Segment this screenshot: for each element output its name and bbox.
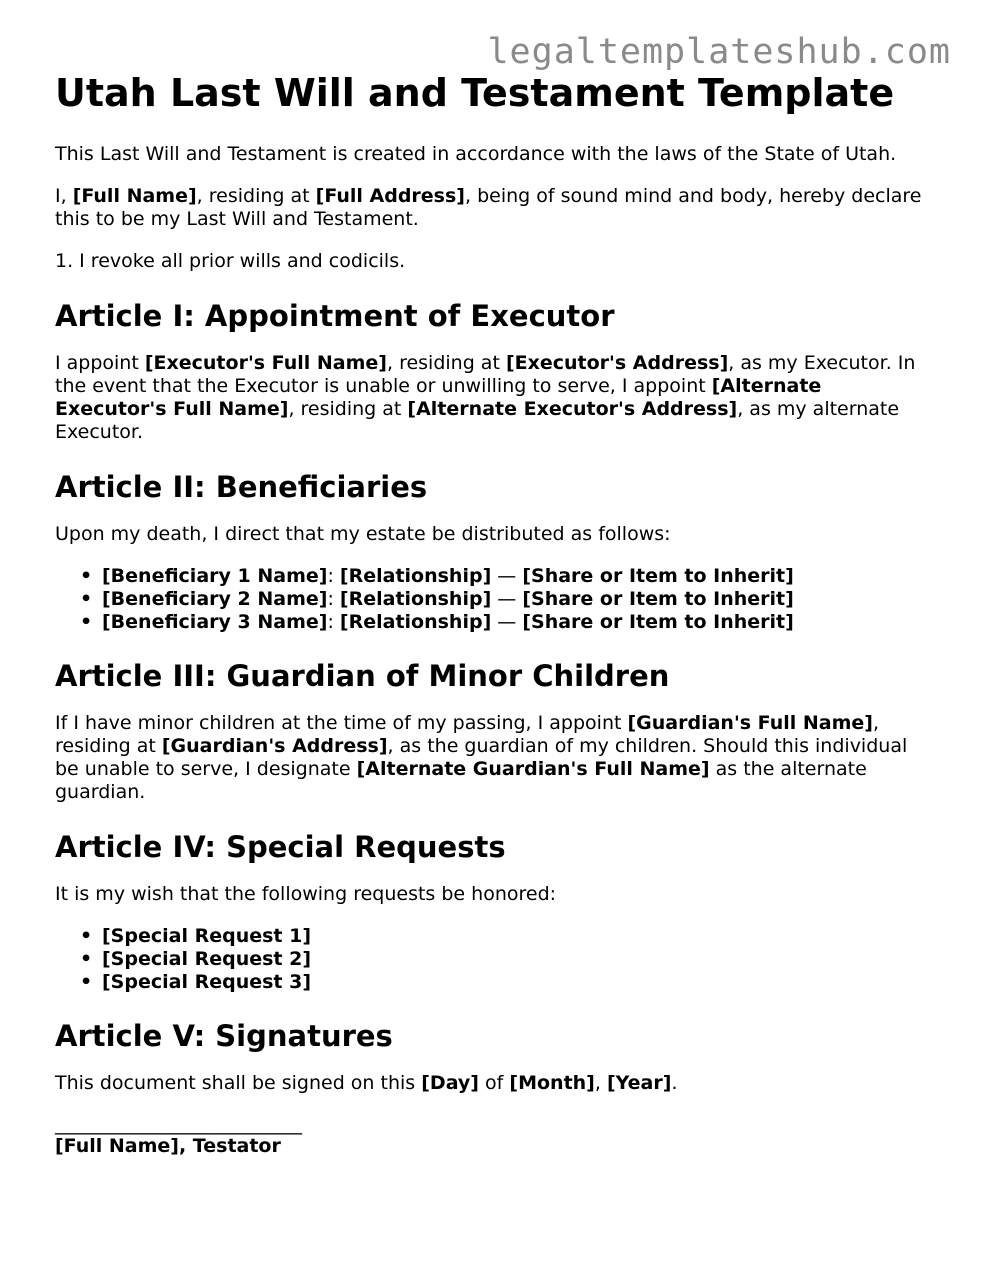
- document-title: Utah Last Will and Testament Template: [55, 71, 895, 115]
- article-2-heading: Article II: Beneficiaries: [55, 470, 428, 504]
- special-request-item: • [Special Request 2]: [102, 948, 935, 971]
- alternate-executor-name-placeholder: [Alternate Executor's Full Name]: [55, 375, 822, 420]
- document-body: [55, 70, 935, 1158]
- watermark: legaltemplateshub.com: [487, 32, 951, 72]
- executor-address-placeholder: [Executor's Address]: [505, 352, 729, 374]
- alternate-guardian-placeholder: [Alternate Guardian's Full Name]: [356, 758, 710, 780]
- full-name-placeholder: [Full Name]: [72, 185, 197, 207]
- beneficiary-list: [55, 565, 935, 634]
- month-placeholder: [Month]: [509, 1072, 595, 1094]
- special-request-list: [55, 925, 935, 994]
- testator-signature-name: [Full Name], Testator: [55, 1135, 281, 1157]
- guardian-address-placeholder: [Guardian's Address]: [161, 735, 388, 757]
- intro-paragraph: This Last Will and Testament is created in accordance with the laws of the State of Utah.: [55, 143, 897, 165]
- special-request-item: • [Special Request 1]: [102, 925, 935, 948]
- signing-date-text: This document shall be signed on this [Day] of [Month], [Year].: [55, 1072, 678, 1094]
- full-address-placeholder: [Full Address]: [315, 185, 465, 207]
- year-placeholder: [Year]: [606, 1072, 672, 1094]
- guardian-name-placeholder: [Guardian's Full Name]: [627, 712, 873, 734]
- article-5-heading: Article V: Signatures: [55, 1019, 393, 1053]
- article-1-text: I appoint [Executor's Full Name], residing at [Executor's Address], as my Executor. In the event that the Executor is unable or unwilling to serve, I appoint [Alternate Executor's Full Name], residing at [Alternate Executor's Address], as my alternate Executor.: [55, 352, 916, 443]
- alternate-executor-address-placeholder: [Alternate Executor's Address]: [407, 398, 738, 420]
- executor-name-placeholder: [Executor's Full Name]: [144, 352, 387, 374]
- article-2-intro: Upon my death, I direct that my estate be distributed as follows:: [55, 523, 671, 545]
- article-3-heading: Article III: Guardian of Minor Children: [55, 659, 670, 693]
- article-3-text: If I have minor children at the time of my passing, I appoint [Guardian's Full Name], residing at [Guardian's Address], as the guardian of my children. Should this individual be unable to serve, I designate [Alternate Guardian's Full Name] as the alternate guardian.: [55, 712, 908, 803]
- beneficiary-item: • [Beneficiary 3 Name]: [Relationship] — [Share or Item to Inherit]: [102, 611, 935, 634]
- signature-line: __________________________: [55, 1113, 302, 1135]
- revocation-clause: 1. I revoke all prior wills and codicils.: [55, 250, 406, 272]
- special-request-item: • [Special Request 3]: [102, 971, 935, 994]
- day-placeholder: [Day]: [421, 1072, 479, 1094]
- article-1-heading: Article I: Appointment of Executor: [55, 299, 615, 333]
- article-4-heading: Article IV: Special Requests: [55, 830, 506, 864]
- beneficiary-item: • [Beneficiary 1 Name]: [Relationship] — [Share or Item to Inherit]: [102, 565, 935, 588]
- article-4-intro: It is my wish that the following requests be honored:: [55, 883, 557, 905]
- beneficiary-item: • [Beneficiary 2 Name]: [Relationship] — [Share or Item to Inherit]: [102, 588, 935, 611]
- declaration-paragraph: I, [Full Name], residing at [Full Address], being of sound mind and body, hereby declare this to be my Last Will and Testament.: [55, 185, 922, 230]
